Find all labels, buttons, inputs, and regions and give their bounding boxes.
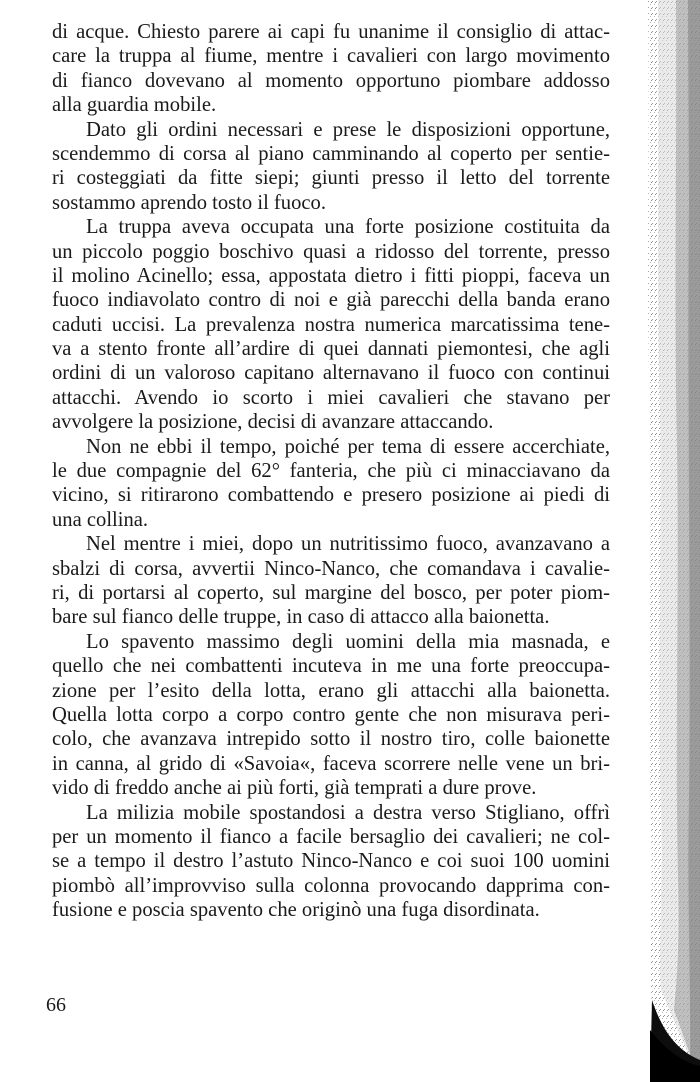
paragraph-5 xyxy=(52,532,610,630)
text-line: un piccolo poggio boschivo quasi a ridosso del torrente, presso xyxy=(52,240,610,263)
text-line: piombò all’improvviso sulla colonna provocando dapprima con- xyxy=(52,874,610,897)
text-line: Non ne ebbi il tempo, poiché per tema di essere accerchiate, xyxy=(86,435,610,458)
text-line: di fianco dovevano al momento opportuno piombare addosso xyxy=(52,69,610,92)
text-line: per un momento il fianco a facile bersaglio dei cavalieri; ne col- xyxy=(52,825,610,848)
page-binding-shadow xyxy=(636,0,700,1082)
text-line: scendemmo di corsa al piano camminando al coperto per sentie- xyxy=(52,142,610,165)
text-line: attacchi. Avendo io scorto i miei cavalieri che stavano per xyxy=(52,386,610,409)
text-line: ri, di portarsi al coperto, sul margine del bosco, per poter piom- xyxy=(52,581,610,604)
text-line: Nel mentre i miei, dopo un nutritissimo fuoco, avanzavano a xyxy=(86,533,610,556)
text-line: fuoco indiavolato contro di noi e già parecchi della banda erano xyxy=(52,289,610,312)
text-line: quello che nei combattenti incuteva in me una forte preoccupa- xyxy=(52,655,610,678)
text-line: sbalzi di corsa, avvertii Ninco-Nanco, che comandava i cavalie- xyxy=(52,557,610,580)
body-text xyxy=(52,20,610,922)
text-line: ordini di un valoroso capitano alternavano il fuoco con continui xyxy=(52,362,610,385)
text-line: fusione e poscia spavento che originò una fuga disordinata. xyxy=(52,899,540,922)
page-number: 66 xyxy=(46,994,66,1016)
text-line: vido di freddo anche ai più forti, già temprati a dure prove. xyxy=(52,777,537,800)
text-line: una collina. xyxy=(52,508,149,531)
paragraph-7 xyxy=(52,801,610,923)
text-line: La milizia mobile spostandosi a destra verso Stigliano, offrì xyxy=(86,801,610,824)
text-line: vicino, si ritirarono combattendo e presero posizione ai piedi di xyxy=(52,484,610,507)
text-line: ri costeggiati da fitte siepi; giunti presso il letto del torrente xyxy=(52,167,610,190)
text-line: alla guardia mobile. xyxy=(52,94,217,117)
paragraph-4 xyxy=(52,435,610,533)
text-line: avvolgere la posizione, decisi di avanzare attaccando. xyxy=(52,411,494,434)
text-line: se a tempo il destro l’astuto Ninco-Nanco e coi suoi 100 uomini xyxy=(52,850,610,873)
text-line: La truppa aveva occupata una forte posizione costituita da xyxy=(86,216,610,239)
text-line: Dato gli ordini necessari e prese le disposizioni opportune, xyxy=(86,118,610,141)
paragraph-1 xyxy=(52,20,610,118)
paragraph-6 xyxy=(52,630,610,801)
text-line: in canna, al grido di «Savoia«, faceva scorrere nelle vene un bri- xyxy=(52,752,610,775)
text-line: caduti uccisi. La prevalenza nostra numerica marcatissima tene- xyxy=(52,313,610,336)
text-line: colo, che avanzava intrepido sotto il nostro tiro, colle baionette xyxy=(52,728,610,751)
text-line: zione per l’esito della lotta, erano gli attacchi alla baionetta. xyxy=(52,679,610,702)
text-line: bare sul fianco delle truppe, in caso di attacco alla baionetta. xyxy=(52,606,550,629)
text-line: di acque. Chiesto parere ai capi fu unanime il consiglio di attac- xyxy=(52,21,610,43)
paragraph-3 xyxy=(52,215,610,435)
paragraph-2 xyxy=(52,118,610,216)
text-line: va a stento fronte all’ardire di quei dannati piemontesi, che agli xyxy=(52,338,610,361)
text-line: le due compagnie del 62° fanteria, che più ci minacciavano da xyxy=(52,460,610,483)
text-line: Lo spavento massimo degli uomini della mia masnada, e xyxy=(86,630,610,653)
text-line: sostammo aprendo tosto il fuoco. xyxy=(52,191,326,214)
text-line: il molino Acinello; essa, appostata dietro i fitti pioppi, faceva un xyxy=(52,264,610,287)
text-line: care la truppa al fiume, mentre i cavalieri con largo movimento xyxy=(52,45,610,68)
text-line: Quella lotta corpo a corpo contro gente che non misurava peri- xyxy=(52,703,610,726)
binding-shadow-graphic xyxy=(636,0,700,1082)
